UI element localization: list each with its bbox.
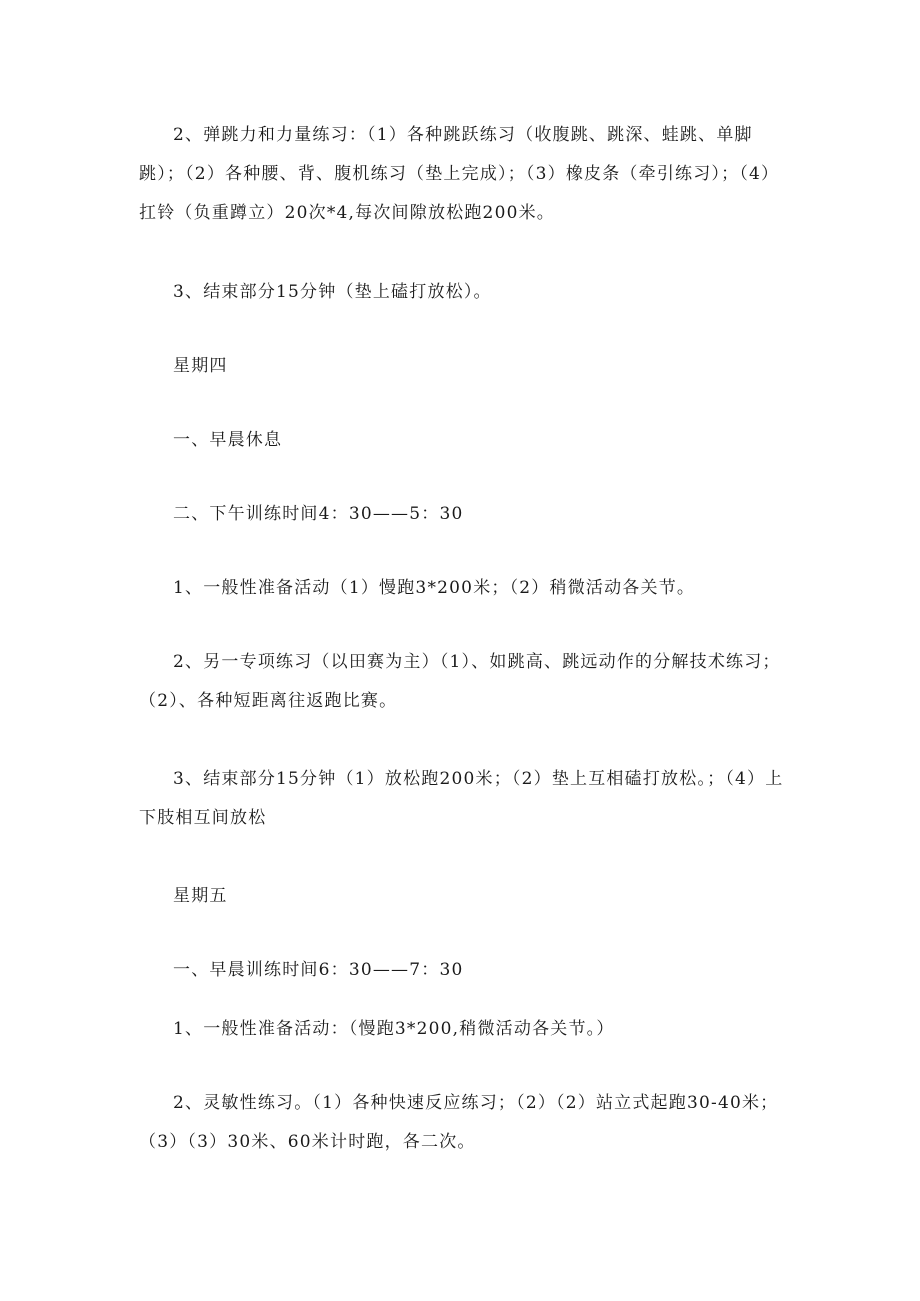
paragraph-cooldown-1: 3、结束部分15分钟（垫上磕打放松）。: [173, 282, 492, 302]
paragraph-agility: 2、灵敏性练习。（1）各种快速反应练习；（2）（2）站立式起跑30-40米；（3）（3）30米、60米计时跑，各二次。: [139, 1093, 779, 1152]
paragraph-special-practice: 2、另一专项练习（以田赛为主）（1）、如跳高、跳远动作的分解技术练习；（2）、各种短距离往返跑比赛。: [139, 652, 781, 711]
paragraph-warmup-1: 1、一般性准备活动（1）慢跑3*200米；（2）稍微活动各关节。: [173, 578, 696, 598]
paragraph-morning-rest: 一、早晨休息: [173, 430, 283, 450]
paragraph-morning-time: 一、早晨训练时间6：30——7：30: [173, 960, 464, 980]
heading-friday: 星期五: [173, 886, 228, 906]
paragraph-cooldown-2: 3、结束部分15分钟（1）放松跑200米；（2）垫上互相磕打放松。；（4）上下肢相互间放松: [139, 769, 784, 828]
paragraph-afternoon-time: 二、下午训练时间4：30——5：30: [173, 504, 464, 524]
heading-thursday: 星期四: [173, 356, 228, 376]
paragraph-jump-strength: 2、弹跳力和力量练习：（1）各种跳跃练习（收腹跳、跳深、蛙跳、单脚跳）；（2）各种腰、背、腹机练习（垫上完成）；（3）橡皮条（牵引练习）；（4）扛铃（负重蹲立）20次*4,每次间隙放松跑200米。: [139, 125, 780, 223]
paragraph-warmup-2: 1、一般性准备活动：（慢跑3*200,稍微活动各关节。）: [173, 1019, 615, 1039]
